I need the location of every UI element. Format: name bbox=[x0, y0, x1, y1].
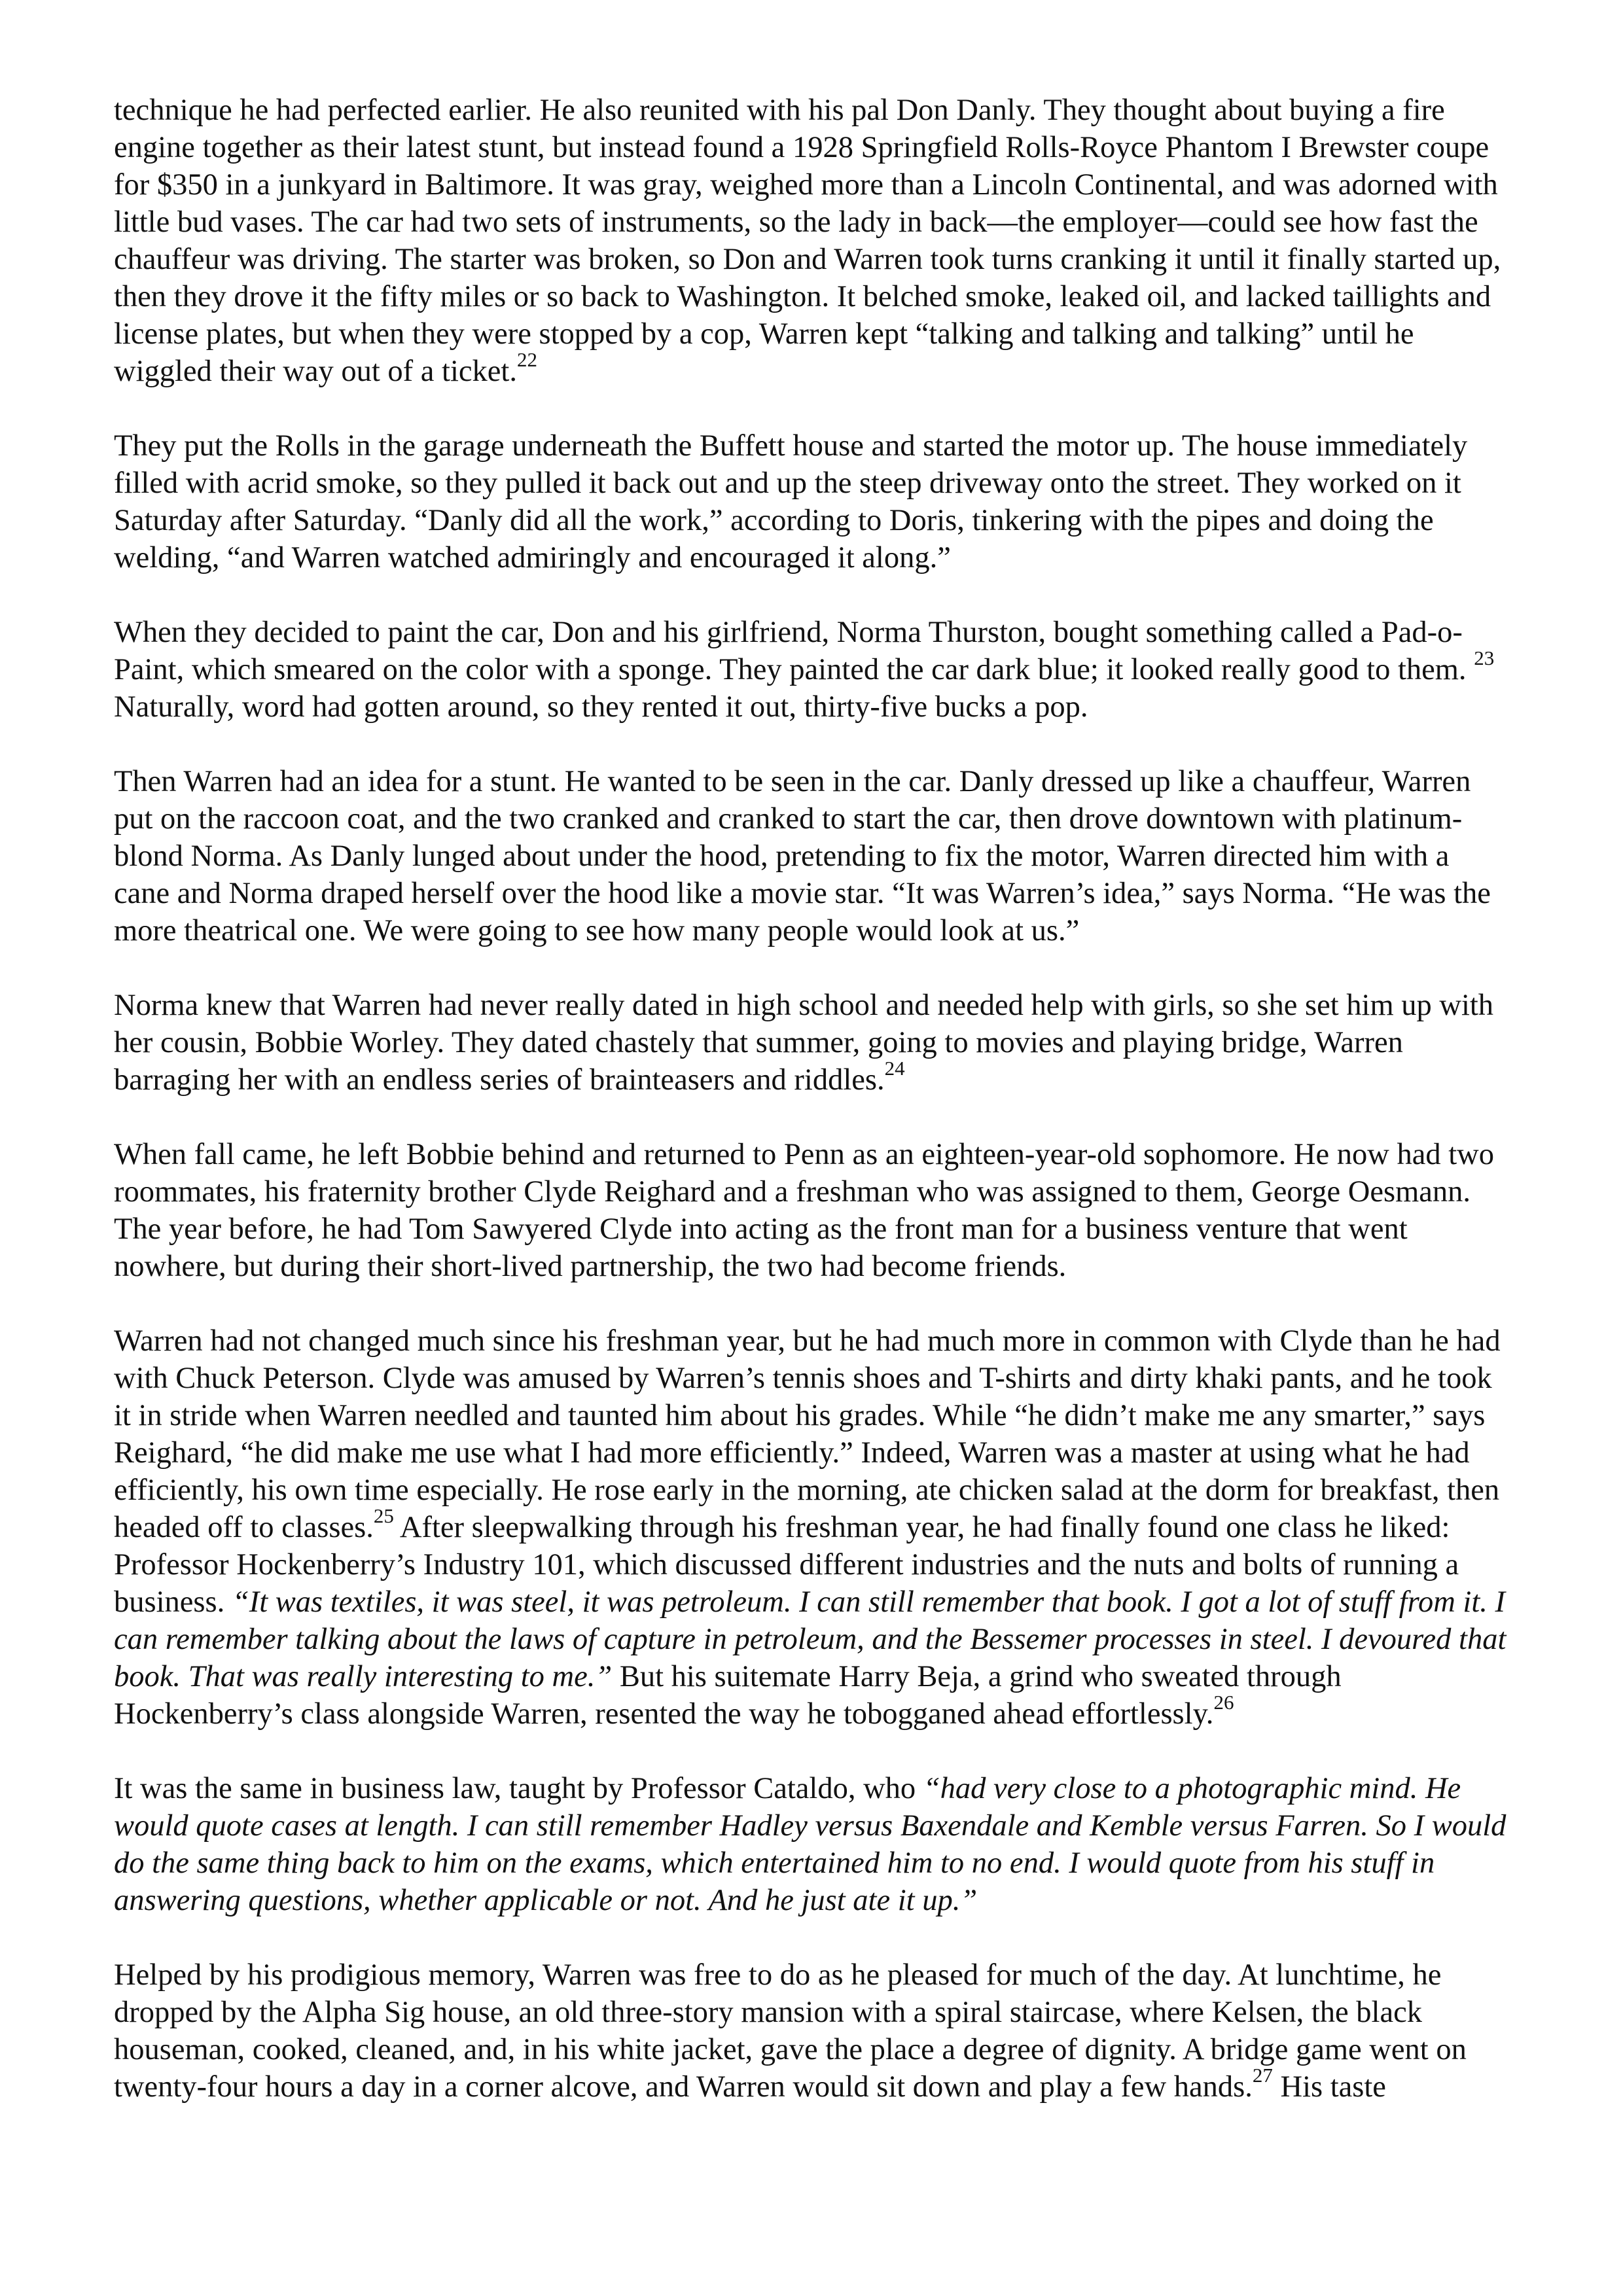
document-page bbox=[114, 92, 1512, 2106]
paragraph bbox=[114, 427, 1512, 576]
body-text: They put the Rolls in the garage underneath the Buffett house and started the motor up. The house immediately filled with acrid smoke, so they pulled it back out and up the steep driveway onto the street. They worked on it Saturday after Saturday. “Danly did all the work,” according to Doris, tinkering with the pipes and doing the welding, “and Warren watched admiringly and encouraged it along.” bbox=[114, 429, 1468, 574]
footnote-ref: 22 bbox=[516, 348, 537, 371]
paragraph bbox=[114, 92, 1512, 390]
body-text: When they decided to paint the car, Don and his girlfriend, Norma Thurston, bought something called a Pad-o-Paint, which smeared on the color with a sponge. They painted the car dark blue; it looked really good to them. bbox=[114, 616, 1474, 686]
footnote-ref: 23 bbox=[1474, 646, 1495, 669]
body-text: But his suitemate Harry Beja, a grind who sweated through Hockenberry’s class alongside Warren, resented the way he tobogganed ahead effortlessly. bbox=[114, 1660, 1342, 1731]
body-text: Norma knew that Warren had never really dated in high school and needed help with girls, so she set him up with her cousin, Bobbie Worley. They dated chastely that summer, going to movies and playing bridge, Warren barraging her with an endless series of brainteasers and riddles. bbox=[114, 989, 1494, 1097]
body-text: Naturally, word had gotten around, so they rented it out, thirty-five bucks a pop. bbox=[114, 690, 1088, 724]
paragraph bbox=[114, 1322, 1512, 1733]
footnote-ref: 26 bbox=[1213, 1691, 1234, 1714]
paragraph bbox=[114, 614, 1512, 726]
italic-quote: “It was textiles, it was steel, it was petroleum. I can still remember that book. I got a lot of stuff from it. I can remember talking about the laws of capture in petroleum, and the Bessemer processes in steel. I devoured that book. That was really interesting to me.” bbox=[114, 1585, 1507, 1693]
body-text: Helped by his prodigious memory, Warren was free to do as he pleased for much of the day. At lunchtime, he dropped by the Alpha Sig house, an old three-story mansion with a spiral staircase, where Kelsen, the black houseman, cooked, cleaned, and, in his white jacket, gave the place a degree of dignity. A bridge game went on twenty-four hours a day in a corner alcove, and Warren would sit down and play a few hands. bbox=[114, 1958, 1467, 2104]
body-text: When fall came, he left Bobbie behind and returned to Penn as an eighteen-year-old sophomore. He now had two roommates, his fraternity brother Clyde Reighard and a freshman who was assigned to them, George Oesmann. The year before, he had Tom Sawyered Clyde into acting as the front man for a business venture that went nowhere, but during their short-lived partnership, the two had become friends. bbox=[114, 1138, 1494, 1283]
paragraph bbox=[114, 763, 1512, 949]
paragraph bbox=[114, 1770, 1512, 1919]
body-text: Warren had not changed much since his freshman year, but he had much more in common with Clyde than he had with Chuck Peterson. Clyde was amused by Warren’s tennis shoes and T-shirts and dirty khaki pants, and he took it in stride when Warren needled and taunted him about his grades. While “he didn’t make me any smarter,” says Reighard, “he did make me use what I had more efficiently.” Indeed, Warren was a master at using what he had efficiently, his own time especially. He rose early in the morning, ate chicken salad at the dorm for breakfast, then headed off to classes. bbox=[114, 1324, 1501, 1544]
paragraph bbox=[114, 1136, 1512, 1285]
italic-quote: “had very close to a photographic mind. He would quote cases at length. I can still remember Hadley versus Baxendale and Kemble versus Farren. So I would do the same thing back to him on the exams, which entertained him to no end. I would quote from his stuff in answering questions, whether applicable or not. And he just ate it up.” bbox=[114, 1772, 1507, 1917]
body-text: Then Warren had an idea for a stunt. He wanted to be seen in the car. Danly dressed up like a chauffeur, Warren put on the raccoon coat, and the two cranked and cranked to start the car, then drove downtown with platinum-blond Norma. As Danly lunged about under the hood, pretending to fix the motor, Warren directed him with a cane and Norma draped herself over the hood like a movie star. “It was Warren’s idea,” says Norma. “He was the more theatrical one. We were going to see how many people would look at us.” bbox=[114, 765, 1491, 947]
footnote-ref: 25 bbox=[373, 1504, 394, 1527]
body-text: It was the same in business law, taught by Professor Cataldo, who bbox=[114, 1772, 923, 1805]
body-text: After sleepwalking through his freshman year, he had finally found one class he liked: Professor Hockenberry’s Industry 101, which discussed different industries and the nuts and bolts of running a business. bbox=[114, 1511, 1459, 1619]
body-text: technique he had perfected earlier. He also reunited with his pal Don Danly. They thought about buying a fire engine together as their latest stunt, but instead found a 1928 Springfield Rolls-Royce Phantom I Brewster coupe for $350 in a junkyard in Baltimore. It was gray, weighed more than a Lincoln Continental, and was adorned with little bud vases. The car had two sets of instruments, so the lady in back—the employer—could see how fast the chauffeur was driving. The starter was broken, so Don and Warren took turns cranking it until it finally started up, then they drove it the fifty miles or so back to Washington. It belched smoke, leaked oil, and lacked taillights and license plates, but when they were stopped by a cop, Warren kept “talking and talking and talking” until he wiggled their way out of a ticket. bbox=[114, 94, 1501, 388]
paragraph bbox=[114, 987, 1512, 1099]
body-text: His taste bbox=[1272, 2070, 1386, 2104]
paragraph bbox=[114, 1956, 1512, 2106]
footnote-ref: 24 bbox=[884, 1057, 905, 1080]
footnote-ref: 27 bbox=[1252, 2064, 1273, 2087]
